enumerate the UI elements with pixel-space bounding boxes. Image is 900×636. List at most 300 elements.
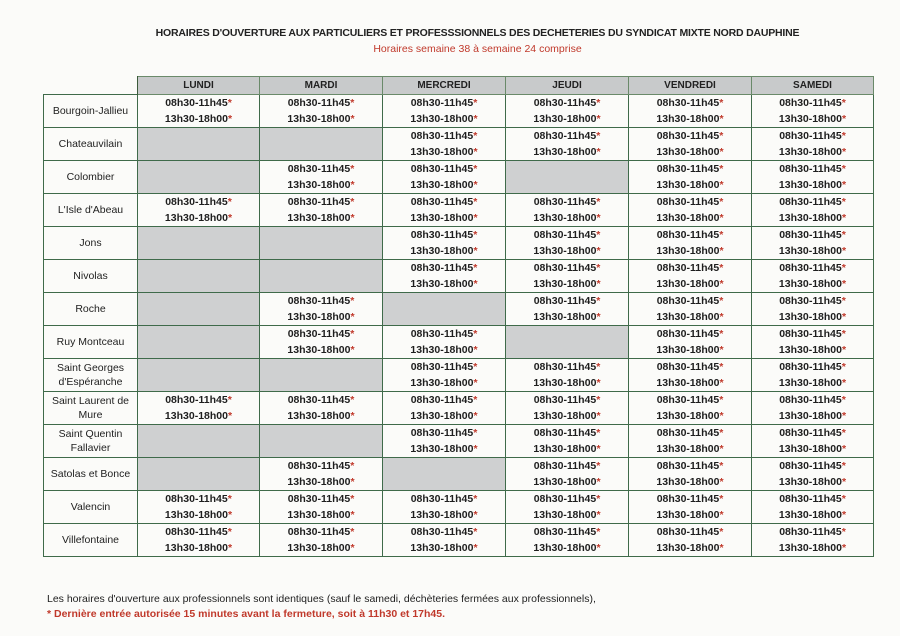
closed-cell: [260, 227, 383, 260]
open-hours-cell: [260, 326, 383, 359]
open-hours-cell: [629, 392, 752, 425]
open-hours-cell: [752, 161, 874, 194]
morning-hours: 08h30-11h45: [165, 526, 228, 538]
morning-slot: [752, 359, 873, 375]
morning-hours: 08h30-11h45: [410, 163, 474, 175]
asterisk-mark: *: [719, 460, 724, 472]
asterisk-mark: *: [227, 410, 233, 422]
morning-slot: [383, 194, 505, 210]
afternoon-slot: [383, 507, 505, 523]
day-header: MARDI: [260, 77, 383, 95]
asterisk-mark: *: [350, 295, 355, 307]
asterisk-mark: *: [473, 196, 478, 208]
asterisk-mark: *: [719, 542, 724, 554]
morning-hours: 08h30-11h45: [779, 130, 842, 142]
afternoon-hours: 13h30-18h00: [287, 311, 351, 323]
afternoon-hours: 13h30-18h00: [778, 113, 842, 125]
morning-hours: 08h30-11h45: [165, 97, 228, 109]
asterisk-mark: *: [719, 245, 724, 257]
asterisk-mark: *: [473, 526, 478, 538]
morning-slot: [752, 425, 873, 441]
asterisk-mark: *: [719, 394, 724, 406]
asterisk-mark: *: [841, 328, 846, 340]
open-hours-cell: [506, 95, 629, 128]
open-hours-cell: [260, 95, 383, 128]
asterisk-mark: *: [473, 443, 478, 455]
asterisk-mark: *: [596, 460, 601, 472]
morning-hours: 08h30-11h45: [533, 361, 597, 373]
afternoon-slot: [752, 276, 873, 292]
morning-slot: [629, 326, 751, 342]
open-hours-cell: [383, 128, 506, 161]
morning-hours: 08h30-11h45: [410, 427, 474, 439]
morning-hours: 08h30-11h45: [779, 394, 842, 406]
afternoon-slot: [629, 474, 751, 490]
afternoon-hours: 13h30-18h00: [778, 311, 842, 323]
morning-slot: [506, 524, 628, 540]
open-hours-cell: [506, 260, 629, 293]
open-hours-cell: [752, 326, 874, 359]
asterisk-mark: *: [841, 526, 846, 538]
table-row: [44, 95, 874, 128]
asterisk-mark: *: [719, 163, 724, 175]
asterisk-mark: *: [719, 328, 724, 340]
morning-slot: [629, 425, 751, 441]
open-hours-cell: [506, 227, 629, 260]
site-name-cell: Nivolas: [44, 260, 138, 293]
asterisk-mark: *: [719, 410, 724, 422]
morning-slot: [138, 491, 259, 507]
asterisk-mark: *: [841, 196, 846, 208]
morning-slot: [752, 227, 873, 243]
site-name-cell: Colombier: [44, 161, 138, 194]
asterisk-mark: *: [719, 344, 724, 356]
morning-slot: [138, 524, 259, 540]
day-header: JEUDI: [506, 77, 629, 95]
afternoon-hours: 13h30-18h00: [410, 113, 474, 125]
open-hours-cell: [629, 491, 752, 524]
open-hours-cell: [383, 359, 506, 392]
afternoon-slot: [383, 177, 505, 193]
afternoon-slot: [629, 540, 751, 556]
afternoon-slot: [260, 342, 382, 358]
asterisk-mark: *: [473, 509, 478, 521]
asterisk-mark: *: [841, 344, 847, 356]
afternoon-hours: 13h30-18h00: [287, 542, 351, 554]
open-hours-cell: [260, 392, 383, 425]
site-name-cell: Bourgoin-Jallieu: [44, 95, 138, 128]
morning-hours: 08h30-11h45: [287, 163, 351, 175]
morning-hours: 08h30-11h45: [533, 526, 597, 538]
open-hours-cell: [629, 524, 752, 557]
morning-hours: 08h30-11h45: [656, 130, 720, 142]
afternoon-hours: 13h30-18h00: [410, 377, 474, 389]
afternoon-slot: [629, 441, 751, 457]
afternoon-slot: [383, 375, 505, 391]
afternoon-hours: 13h30-18h00: [778, 146, 842, 158]
afternoon-slot: [506, 375, 628, 391]
site-name-cell: Ruy Montceau: [44, 326, 138, 359]
asterisk-mark: *: [473, 361, 478, 373]
open-hours-cell: [752, 458, 874, 491]
morning-slot: [752, 194, 873, 210]
afternoon-slot: [752, 441, 873, 457]
morning-slot: [260, 491, 382, 507]
morning-hours: 08h30-11h45: [656, 526, 720, 538]
afternoon-slot: [260, 507, 382, 523]
asterisk-mark: *: [473, 179, 478, 191]
asterisk-mark: *: [719, 196, 724, 208]
morning-slot: [752, 491, 873, 507]
morning-hours: 08h30-11h45: [410, 526, 474, 538]
asterisk-mark: *: [841, 179, 847, 191]
open-hours-cell: [506, 392, 629, 425]
asterisk-mark: *: [596, 295, 601, 307]
morning-slot: [629, 128, 751, 144]
table-row: [44, 227, 874, 260]
morning-slot: [260, 293, 382, 309]
asterisk-mark: *: [596, 542, 601, 554]
asterisk-mark: *: [350, 476, 355, 488]
site-name-cell: Villefontaine: [44, 524, 138, 557]
asterisk-mark: *: [719, 130, 724, 142]
morning-hours: 08h30-11h45: [533, 295, 597, 307]
afternoon-hours: 13h30-18h00: [287, 179, 351, 191]
afternoon-hours: 13h30-18h00: [410, 245, 474, 257]
open-hours-cell: [260, 524, 383, 557]
morning-slot: [138, 194, 259, 210]
morning-hours: 08h30-11h45: [533, 493, 597, 505]
morning-slot: [752, 458, 873, 474]
morning-hours: 08h30-11h45: [287, 460, 351, 472]
open-hours-cell: [383, 491, 506, 524]
morning-slot: [383, 227, 505, 243]
site-name-cell: Saint Quentin Fallavier: [44, 425, 138, 458]
morning-hours: 08h30-11h45: [779, 97, 842, 109]
morning-hours: 08h30-11h45: [287, 526, 351, 538]
asterisk-mark: *: [596, 311, 601, 323]
morning-hours: 08h30-11h45: [533, 460, 597, 472]
afternoon-slot: [506, 111, 628, 127]
afternoon-hours: 13h30-18h00: [410, 542, 474, 554]
asterisk-mark: *: [841, 443, 847, 455]
morning-hours: 08h30-11h45: [287, 196, 351, 208]
asterisk-mark: *: [350, 311, 355, 323]
afternoon-hours: 13h30-18h00: [656, 311, 720, 323]
morning-slot: [383, 326, 505, 342]
asterisk-mark: *: [350, 113, 355, 125]
closed-cell: [138, 227, 260, 260]
morning-hours: 08h30-11h45: [656, 361, 720, 373]
afternoon-hours: 13h30-18h00: [287, 344, 351, 356]
open-hours-cell: [383, 392, 506, 425]
afternoon-hours: 13h30-18h00: [410, 212, 474, 224]
open-hours-cell: [383, 95, 506, 128]
open-hours-cell: [260, 161, 383, 194]
closed-cell: [138, 293, 260, 326]
morning-hours: 08h30-11h45: [656, 97, 720, 109]
morning-slot: [260, 524, 382, 540]
table-row: [44, 293, 874, 326]
afternoon-slot: [260, 309, 382, 325]
morning-hours: 08h30-11h45: [656, 493, 720, 505]
morning-slot: [506, 491, 628, 507]
morning-hours: 08h30-11h45: [165, 394, 228, 406]
morning-hours: 08h30-11h45: [287, 97, 351, 109]
open-hours-cell: [752, 95, 874, 128]
site-name-cell: Saint Laurent de Mure: [44, 392, 138, 425]
open-hours-cell: [383, 524, 506, 557]
afternoon-hours: 13h30-18h00: [778, 377, 842, 389]
asterisk-mark: *: [841, 493, 846, 505]
morning-slot: [629, 95, 751, 111]
asterisk-mark: *: [841, 113, 847, 125]
closed-cell: [138, 128, 260, 161]
morning-hours: 08h30-11h45: [656, 394, 720, 406]
afternoon-slot: [752, 408, 873, 424]
asterisk-mark: *: [596, 245, 601, 257]
afternoon-hours: 13h30-18h00: [164, 113, 228, 125]
open-hours-cell: [752, 425, 874, 458]
morning-hours: 08h30-11h45: [779, 229, 842, 241]
open-hours-cell: [260, 293, 383, 326]
morning-hours: 08h30-11h45: [410, 394, 474, 406]
asterisk-mark: *: [473, 427, 478, 439]
afternoon-slot: [629, 144, 751, 160]
asterisk-mark: *: [596, 361, 601, 373]
afternoon-hours: 13h30-18h00: [656, 113, 720, 125]
afternoon-slot: [629, 111, 751, 127]
asterisk-mark: *: [227, 526, 232, 538]
morning-hours: 08h30-11h45: [533, 394, 597, 406]
asterisk-mark: *: [473, 113, 478, 125]
asterisk-mark: *: [473, 130, 478, 142]
afternoon-slot: [629, 408, 751, 424]
morning-slot: [629, 491, 751, 507]
day-header: SAMEDI: [752, 77, 874, 95]
asterisk-mark: *: [841, 311, 847, 323]
afternoon-hours: 13h30-18h00: [164, 542, 228, 554]
afternoon-hours: 13h30-18h00: [778, 212, 842, 224]
morning-slot: [383, 260, 505, 276]
asterisk-mark: *: [350, 460, 355, 472]
morning-slot: [752, 293, 873, 309]
asterisk-mark: *: [719, 476, 724, 488]
morning-slot: [752, 392, 873, 408]
afternoon-slot: [752, 540, 873, 556]
morning-slot: [383, 359, 505, 375]
closed-cell: [383, 458, 506, 491]
afternoon-hours: 13h30-18h00: [287, 476, 351, 488]
afternoon-hours: 13h30-18h00: [533, 311, 597, 323]
afternoon-slot: [752, 144, 873, 160]
open-hours-cell: [383, 326, 506, 359]
morning-slot: [752, 524, 873, 540]
open-hours-cell: [629, 458, 752, 491]
afternoon-slot: [752, 474, 873, 490]
morning-hours: 08h30-11h45: [656, 163, 720, 175]
asterisk-mark: *: [841, 427, 846, 439]
asterisk-mark: *: [350, 212, 355, 224]
asterisk-mark: *: [719, 146, 724, 158]
afternoon-hours: 13h30-18h00: [656, 443, 720, 455]
morning-slot: [138, 95, 259, 111]
morning-hours: 08h30-11h45: [533, 427, 597, 439]
afternoon-hours: 13h30-18h00: [410, 278, 474, 290]
afternoon-hours: 13h30-18h00: [656, 542, 720, 554]
morning-hours: 08h30-11h45: [779, 526, 842, 538]
afternoon-hours: 13h30-18h00: [656, 344, 720, 356]
asterisk-mark: *: [473, 328, 478, 340]
morning-hours: 08h30-11h45: [656, 229, 720, 241]
asterisk-mark: *: [596, 526, 601, 538]
afternoon-slot: [383, 342, 505, 358]
afternoon-hours: 13h30-18h00: [656, 179, 720, 191]
open-hours-cell: [629, 425, 752, 458]
table-row: [44, 425, 874, 458]
asterisk-mark: *: [350, 179, 355, 191]
morning-slot: [260, 458, 382, 474]
afternoon-slot: [506, 441, 628, 457]
afternoon-hours: 13h30-18h00: [410, 410, 474, 422]
afternoon-hours: 13h30-18h00: [410, 146, 474, 158]
afternoon-slot: [506, 309, 628, 325]
afternoon-slot: [629, 177, 751, 193]
afternoon-hours: 13h30-18h00: [287, 410, 351, 422]
morning-hours: 08h30-11h45: [533, 262, 597, 274]
open-hours-cell: [383, 425, 506, 458]
closed-cell: [138, 161, 260, 194]
asterisk-mark: *: [596, 476, 601, 488]
site-name-cell: L'Isle d'Abeau: [44, 194, 138, 227]
asterisk-mark: *: [596, 410, 601, 422]
asterisk-mark: *: [841, 476, 847, 488]
open-hours-cell: [629, 359, 752, 392]
open-hours-cell: [506, 524, 629, 557]
open-hours-cell: [752, 524, 874, 557]
morning-slot: [383, 425, 505, 441]
afternoon-slot: [506, 507, 628, 523]
table-row: [44, 524, 874, 557]
morning-hours: 08h30-11h45: [779, 163, 842, 175]
asterisk-mark: *: [350, 526, 355, 538]
afternoon-slot: [383, 441, 505, 457]
closed-cell: [138, 260, 260, 293]
afternoon-slot: [752, 507, 873, 523]
asterisk-mark: *: [350, 328, 355, 340]
asterisk-mark: *: [473, 163, 478, 175]
asterisk-mark: *: [719, 97, 724, 109]
afternoon-slot: [752, 111, 873, 127]
afternoon-hours: 13h30-18h00: [287, 509, 351, 521]
morning-slot: [260, 95, 382, 111]
afternoon-hours: 13h30-18h00: [778, 509, 842, 521]
header-corner: [44, 77, 138, 95]
afternoon-hours: 13h30-18h00: [656, 509, 720, 521]
morning-hours: 08h30-11h45: [656, 262, 720, 274]
afternoon-hours: 13h30-18h00: [410, 344, 474, 356]
asterisk-mark: *: [350, 196, 355, 208]
asterisk-mark: *: [841, 229, 846, 241]
open-hours-cell: [506, 359, 629, 392]
afternoon-hours: 13h30-18h00: [533, 278, 597, 290]
morning-slot: [260, 194, 382, 210]
afternoon-slot: [752, 342, 873, 358]
morning-hours: 08h30-11h45: [779, 262, 842, 274]
morning-slot: [506, 458, 628, 474]
page-subtitle: Horaires semaine 38 à semaine 24 comprise: [373, 43, 582, 55]
afternoon-slot: [383, 408, 505, 424]
closed-cell: [138, 359, 260, 392]
asterisk-mark: *: [227, 97, 232, 109]
asterisk-mark: *: [596, 97, 601, 109]
asterisk-mark: *: [719, 377, 724, 389]
open-hours-cell: [752, 392, 874, 425]
afternoon-hours: 13h30-18h00: [164, 410, 228, 422]
morning-hours: 08h30-11h45: [779, 427, 842, 439]
morning-slot: [260, 161, 382, 177]
open-hours-cell: [138, 194, 260, 227]
table-row: [44, 161, 874, 194]
asterisk-mark: *: [227, 113, 233, 125]
open-hours-cell: [629, 293, 752, 326]
afternoon-hours: 13h30-18h00: [778, 278, 842, 290]
closed-cell: [138, 326, 260, 359]
asterisk-mark: *: [596, 212, 601, 224]
schedule-table: [43, 76, 874, 557]
morning-hours: 08h30-11h45: [779, 493, 842, 505]
morning-slot: [629, 359, 751, 375]
closed-cell: [138, 425, 260, 458]
asterisk-mark: *: [473, 146, 478, 158]
afternoon-hours: 13h30-18h00: [410, 509, 474, 521]
afternoon-slot: [629, 243, 751, 259]
afternoon-hours: 13h30-18h00: [287, 113, 351, 125]
table-row: [44, 260, 874, 293]
table-row: [44, 359, 874, 392]
asterisk-mark: *: [227, 493, 232, 505]
table-row: [44, 128, 874, 161]
table-row: [44, 326, 874, 359]
morning-slot: [629, 194, 751, 210]
afternoon-hours: 13h30-18h00: [533, 476, 597, 488]
asterisk-mark: *: [841, 212, 847, 224]
afternoon-slot: [260, 474, 382, 490]
asterisk-mark: *: [350, 163, 355, 175]
morning-slot: [383, 95, 505, 111]
asterisk-mark: *: [719, 262, 724, 274]
day-header: VENDREDI: [629, 77, 752, 95]
open-hours-cell: [138, 524, 260, 557]
afternoon-slot: [383, 540, 505, 556]
morning-hours: 08h30-11h45: [779, 460, 842, 472]
morning-slot: [383, 128, 505, 144]
afternoon-slot: [629, 210, 751, 226]
morning-slot: [629, 227, 751, 243]
asterisk-mark: *: [596, 493, 601, 505]
asterisk-mark: *: [719, 311, 724, 323]
asterisk-mark: *: [596, 113, 601, 125]
asterisk-mark: *: [227, 196, 232, 208]
open-hours-cell: [260, 491, 383, 524]
morning-hours: 08h30-11h45: [410, 361, 474, 373]
morning-slot: [752, 161, 873, 177]
morning-slot: [138, 392, 259, 408]
asterisk-mark: *: [841, 361, 846, 373]
afternoon-slot: [383, 210, 505, 226]
open-hours-cell: [629, 128, 752, 161]
morning-slot: [260, 326, 382, 342]
